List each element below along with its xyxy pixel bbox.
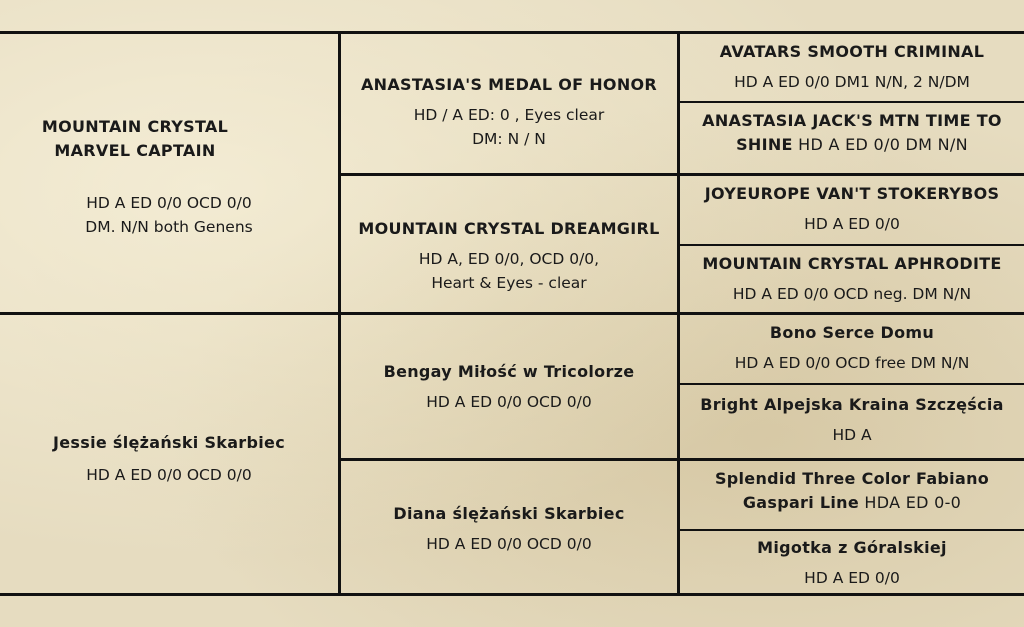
sire-sire-info-line1: HD / A ED: 0 , Eyes clear: [413, 106, 605, 124]
sire-info-line1: HD A ED 0/0 OCD 0/0: [86, 193, 252, 212]
sire-dam-info: [419, 247, 599, 295]
dam-cell: [0, 313, 338, 596]
gen3-cell-7: [680, 460, 1024, 529]
gen3-name-5: Bono Serce Domu: [769, 323, 935, 342]
gen3-name-8: Migotka z Góralskiej: [757, 538, 947, 557]
divider-gen3-4: [677, 529, 1024, 531]
divider-gen3-3: [677, 383, 1024, 385]
sire-dam-name: MOUNTAIN CRYSTAL DREAMGIRL: [358, 219, 660, 238]
sire-cell: [0, 34, 338, 313]
gen3-info-8: HD A ED 0/0: [804, 569, 900, 587]
sire-sire-info: [414, 103, 604, 151]
gen3-name-6: Bright Alpejska Kraina Szczęścia: [700, 395, 1004, 414]
gen3-cell-4: [680, 246, 1024, 313]
sire-dam-info-line1: HD A, ED 0/0, OCD 0/0,: [418, 250, 600, 268]
sire-sire-name: ANASTASIA'S MEDAL OF HONOR: [360, 75, 658, 94]
gen3-name-1: AVATARS SMOOTH CRIMINAL: [719, 42, 985, 61]
divider-gen2-upper: [338, 173, 1024, 176]
gen3-info-4: HD A ED 0/0 OCD neg. DM N/N: [732, 285, 972, 303]
gen3-name-7-line1: Splendid Three Color Fabiano: [714, 469, 990, 488]
gen3-name-2-line2: SHINE: [736, 135, 793, 154]
gen3-cell-8: [680, 531, 1024, 596]
sire-info-line2: DM. N/N both Genens: [85, 217, 253, 236]
dam-sire-info: HD A ED 0/0 OCD 0/0: [426, 393, 592, 411]
divider-gen2-gen3: [677, 34, 680, 596]
dam-sire-name: Bengay Miłość w Tricolorze: [383, 362, 635, 381]
sire-name-line1: MOUNTAIN CRYSTAL: [41, 116, 229, 136]
divider-gen3-1: [677, 101, 1024, 103]
dam-dam-info: HD A ED 0/0 OCD 0/0: [426, 535, 592, 553]
divider-gen2-lower: [338, 458, 1024, 461]
sire-sire-info-line2: DM: N / N: [472, 130, 546, 148]
gen3-cell-5: [680, 315, 1024, 383]
sire-name-line2: MARVEL CAPTAIN: [54, 140, 216, 160]
pedigree-table: [0, 31, 1024, 596]
sire-info: [85, 191, 252, 239]
divider-sire-dam: [0, 312, 1024, 315]
sire-dam-cell: [340, 174, 678, 313]
gen3-cell-3: [680, 176, 1024, 244]
gen3-name-2: [702, 109, 1002, 157]
gen3-info-5: HD A ED 0/0 OCD free DM N/N: [734, 354, 970, 372]
divider-gen3-2: [677, 244, 1024, 246]
gen3-name-7-line2: Gaspari Line: [742, 493, 860, 512]
gen3-cell-2: [680, 103, 1024, 174]
sire-name: [42, 115, 228, 163]
gen3-info-1: HD A ED 0/0 DM1 N/N, 2 N/DM: [734, 73, 970, 91]
divider-gen1-gen2: [338, 34, 341, 596]
gen3-cell-1: [680, 34, 1024, 101]
gen3-name-3: JOYEUROPE VAN'T STOKERYBOS: [704, 184, 1000, 203]
gen3-name-4: MOUNTAIN CRYSTAL APHRODITE: [702, 254, 1002, 273]
gen3-info-2: HD A ED 0/0 DM N/N: [792, 135, 968, 154]
dam-name: Jessie ślężański Skarbiec: [53, 432, 285, 452]
dam-info: HD A ED 0/0 OCD 0/0: [86, 465, 252, 484]
sire-sire-cell: [340, 34, 678, 174]
gen3-cell-6: [680, 385, 1024, 458]
gen3-info-7: HDA ED 0-0: [859, 493, 962, 512]
gen3-info-6: HD A: [832, 426, 872, 444]
gen3-name-7: [715, 467, 989, 515]
gen3-name-2-line1: ANASTASIA JACK'S MTN TIME TO: [702, 111, 1002, 130]
sire-dam-info-line2: Heart & Eyes - clear: [431, 274, 587, 292]
gen3-info-3: HD A ED 0/0: [804, 215, 900, 233]
dam-dam-cell: [340, 460, 678, 596]
dam-dam-name: Diana ślężański Skarbiec: [393, 504, 625, 523]
dam-sire-cell: [340, 315, 678, 458]
